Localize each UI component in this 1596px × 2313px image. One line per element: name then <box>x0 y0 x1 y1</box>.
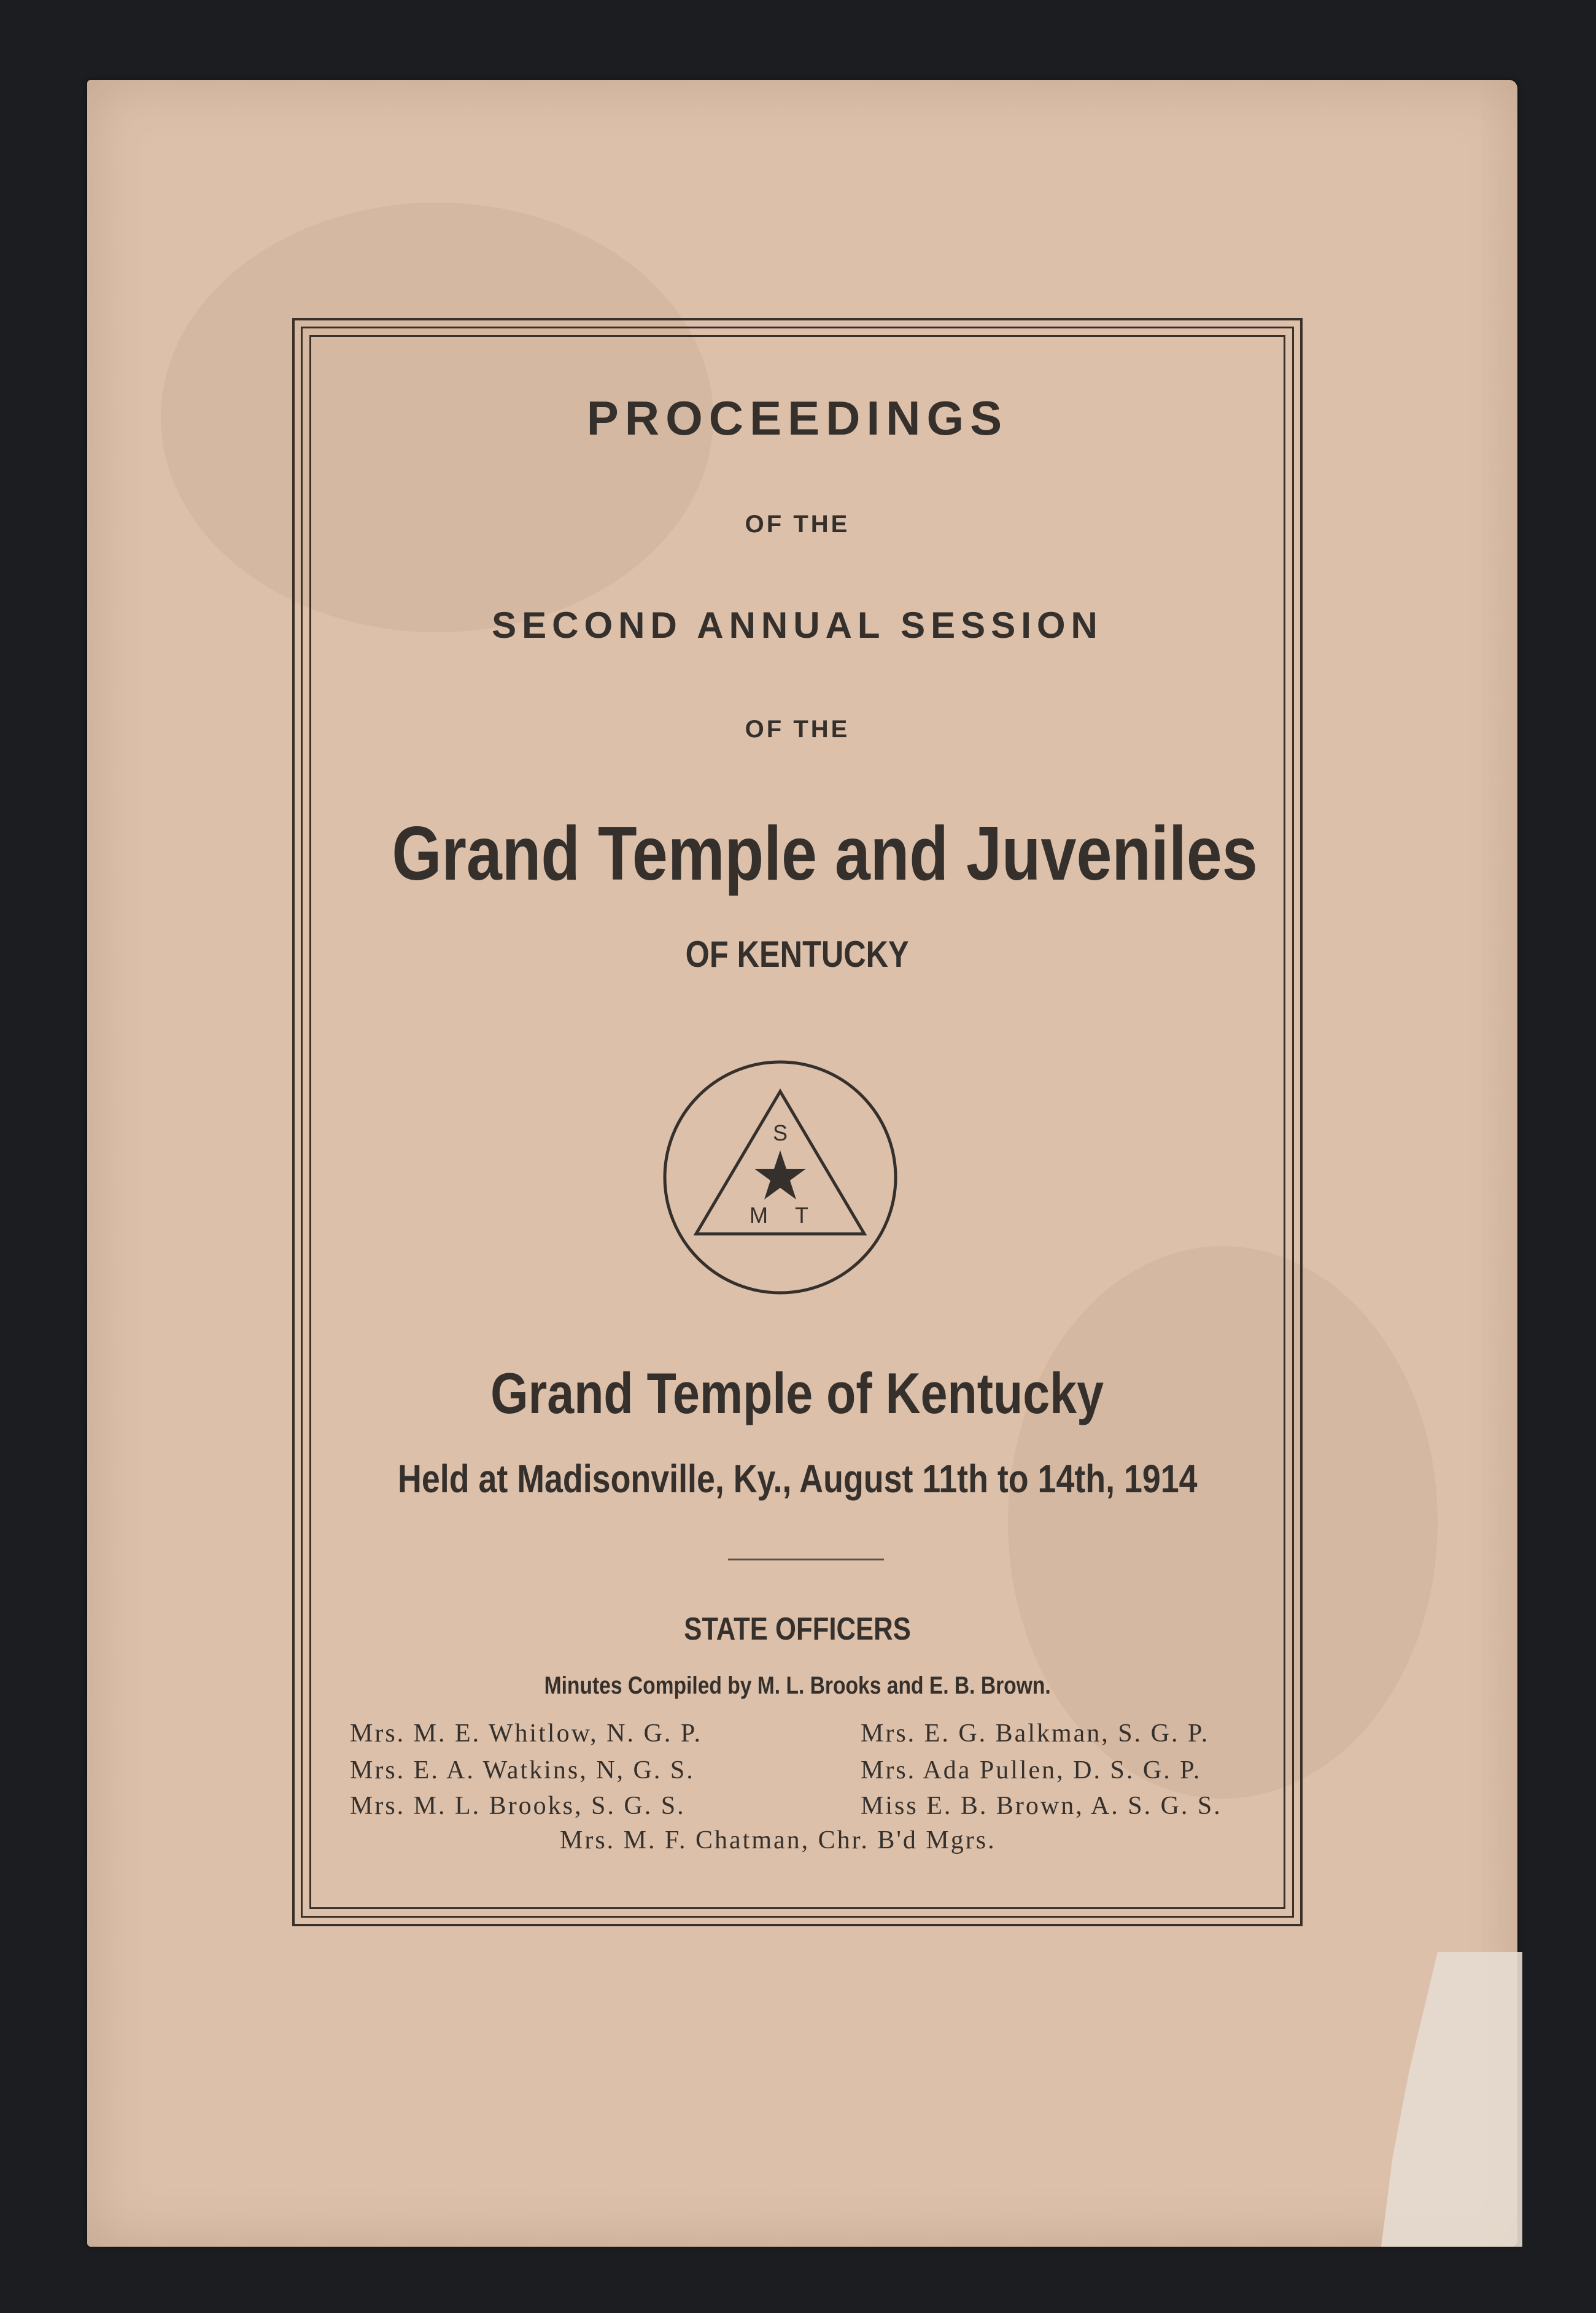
officer-entry: Mrs. E. A. Watkins, N, G. S. <box>350 1756 695 1784</box>
divider <box>728 1559 884 1560</box>
main-title-text: Grand Temple and Juveniles <box>392 812 1258 896</box>
officer-entry: Mrs. E. G. Balkman, S. G. P. <box>861 1719 1210 1748</box>
session-line: SECOND ANNUAL SESSION <box>492 605 1103 646</box>
officer-entry: Mrs. M. L. Brooks, S. G. S. <box>350 1792 686 1820</box>
state-line <box>309 933 1285 975</box>
officers-heading <box>309 1611 1285 1648</box>
officer-entry: Mrs. M. F. Chatman, Chr. B'd Mgrs. <box>560 1826 996 1854</box>
cover-title: PROCEEDINGS <box>586 391 1009 445</box>
officer-entry: Mrs. Ada Pullen, D. S. G. P. <box>861 1756 1202 1784</box>
officers-heading-text: STATE OFFICERS <box>684 1611 911 1647</box>
star-icon <box>754 1150 806 1199</box>
compiled-line <box>309 1672 1285 1700</box>
held-line <box>309 1456 1285 1501</box>
emblem-letter-s: S <box>772 1120 788 1145</box>
held-line-text: Held at Madisonville, Ky., August 11th to 14th, 1914 <box>397 1457 1198 1501</box>
officer-entry: Miss E. B. Brown, A. S. G. S. <box>861 1792 1222 1820</box>
emblem-seal <box>662 1036 899 1314</box>
subtitle <box>309 1360 1285 1427</box>
of-the-line: OF THE <box>745 716 850 743</box>
officer-entry: Mrs. M. E. Whitlow, N. G. P. <box>350 1719 703 1748</box>
state-line-text: OF KENTUCKY <box>685 934 910 975</box>
compiled-line-text: Minutes Compiled by M. L. Brooks and E. B. Brown. <box>544 1672 1051 1699</box>
subtitle-text: Grand Temple of Kentucky <box>490 1361 1104 1425</box>
emblem-letter-m: M <box>750 1203 768 1228</box>
emblem-letter-t: T <box>795 1203 808 1228</box>
of-the-line: OF THE <box>745 511 850 538</box>
main-title <box>309 810 1285 897</box>
